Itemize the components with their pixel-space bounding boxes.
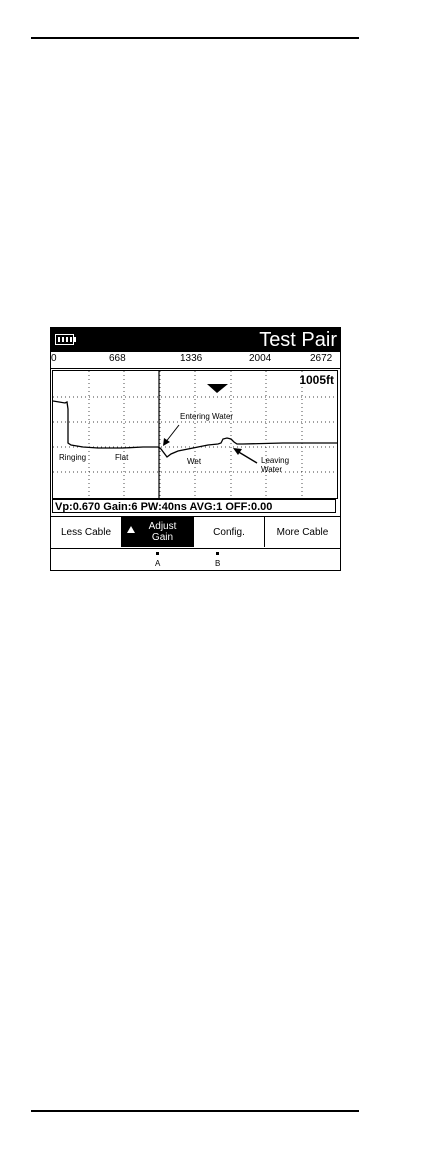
more-cable-label: More Cable <box>276 526 329 538</box>
footer-rule <box>31 1110 359 1112</box>
trace-graph <box>53 371 337 498</box>
grid-lines <box>53 371 337 498</box>
label-wet: Wet <box>187 457 202 466</box>
hotkey-indicators <box>51 548 340 571</box>
adjust-gain-label-line2: Gain <box>151 532 174 543</box>
cursor-marker-icon[interactable] <box>207 384 228 393</box>
entering-water-arrowhead-icon <box>163 438 170 446</box>
label-leaving: Leaving <box>261 456 290 465</box>
adjust-gain-button[interactable] <box>122 517 194 547</box>
softkey-bar <box>51 516 340 548</box>
label-entering-water: Entering Water <box>180 412 234 421</box>
label-water: Water <box>261 465 283 474</box>
hotkey-a-dot <box>156 552 159 555</box>
less-cable-label: Less Cable <box>60 526 112 538</box>
ruler-tick-2672: 2672 <box>310 353 333 364</box>
ruler-tick-0: 0 <box>51 353 57 364</box>
hotkey-b-dot <box>216 552 219 555</box>
cursor-distance: 1005ft <box>299 373 334 387</box>
screen-title: Test Pair <box>259 329 337 351</box>
more-cable-button[interactable] <box>265 517 340 547</box>
device-screen <box>50 327 341 571</box>
trace-waveform <box>53 401 337 457</box>
label-ringing: Ringing <box>59 453 87 462</box>
title-bar <box>51 328 340 352</box>
header-rule <box>31 37 359 39</box>
distance-ruler <box>51 352 340 369</box>
trace-plot[interactable] <box>52 370 338 499</box>
ruler-tick-668: 668 <box>109 353 126 364</box>
ruler-tick-1336: 1336 <box>180 353 203 364</box>
adjust-gain-label <box>139 521 177 543</box>
hotkey-b-label: B <box>215 559 221 568</box>
leaving-water-arrow <box>237 451 257 463</box>
adjust-gain-label-line1: Adjust <box>148 521 177 532</box>
hotkey-a-label: A <box>155 559 161 568</box>
battery-icon <box>55 334 77 345</box>
ruler-tick-2004: 2004 <box>249 353 272 364</box>
config-button[interactable] <box>194 517 265 547</box>
label-flat: Flat <box>115 453 129 462</box>
less-cable-button[interactable] <box>51 517 122 547</box>
up-arrow-icon <box>127 526 135 533</box>
config-label: Config. <box>213 526 245 538</box>
status-line: Vp:0.670 Gain:6 PW:40ns AVG:1 OFF:0.00 <box>52 499 336 513</box>
